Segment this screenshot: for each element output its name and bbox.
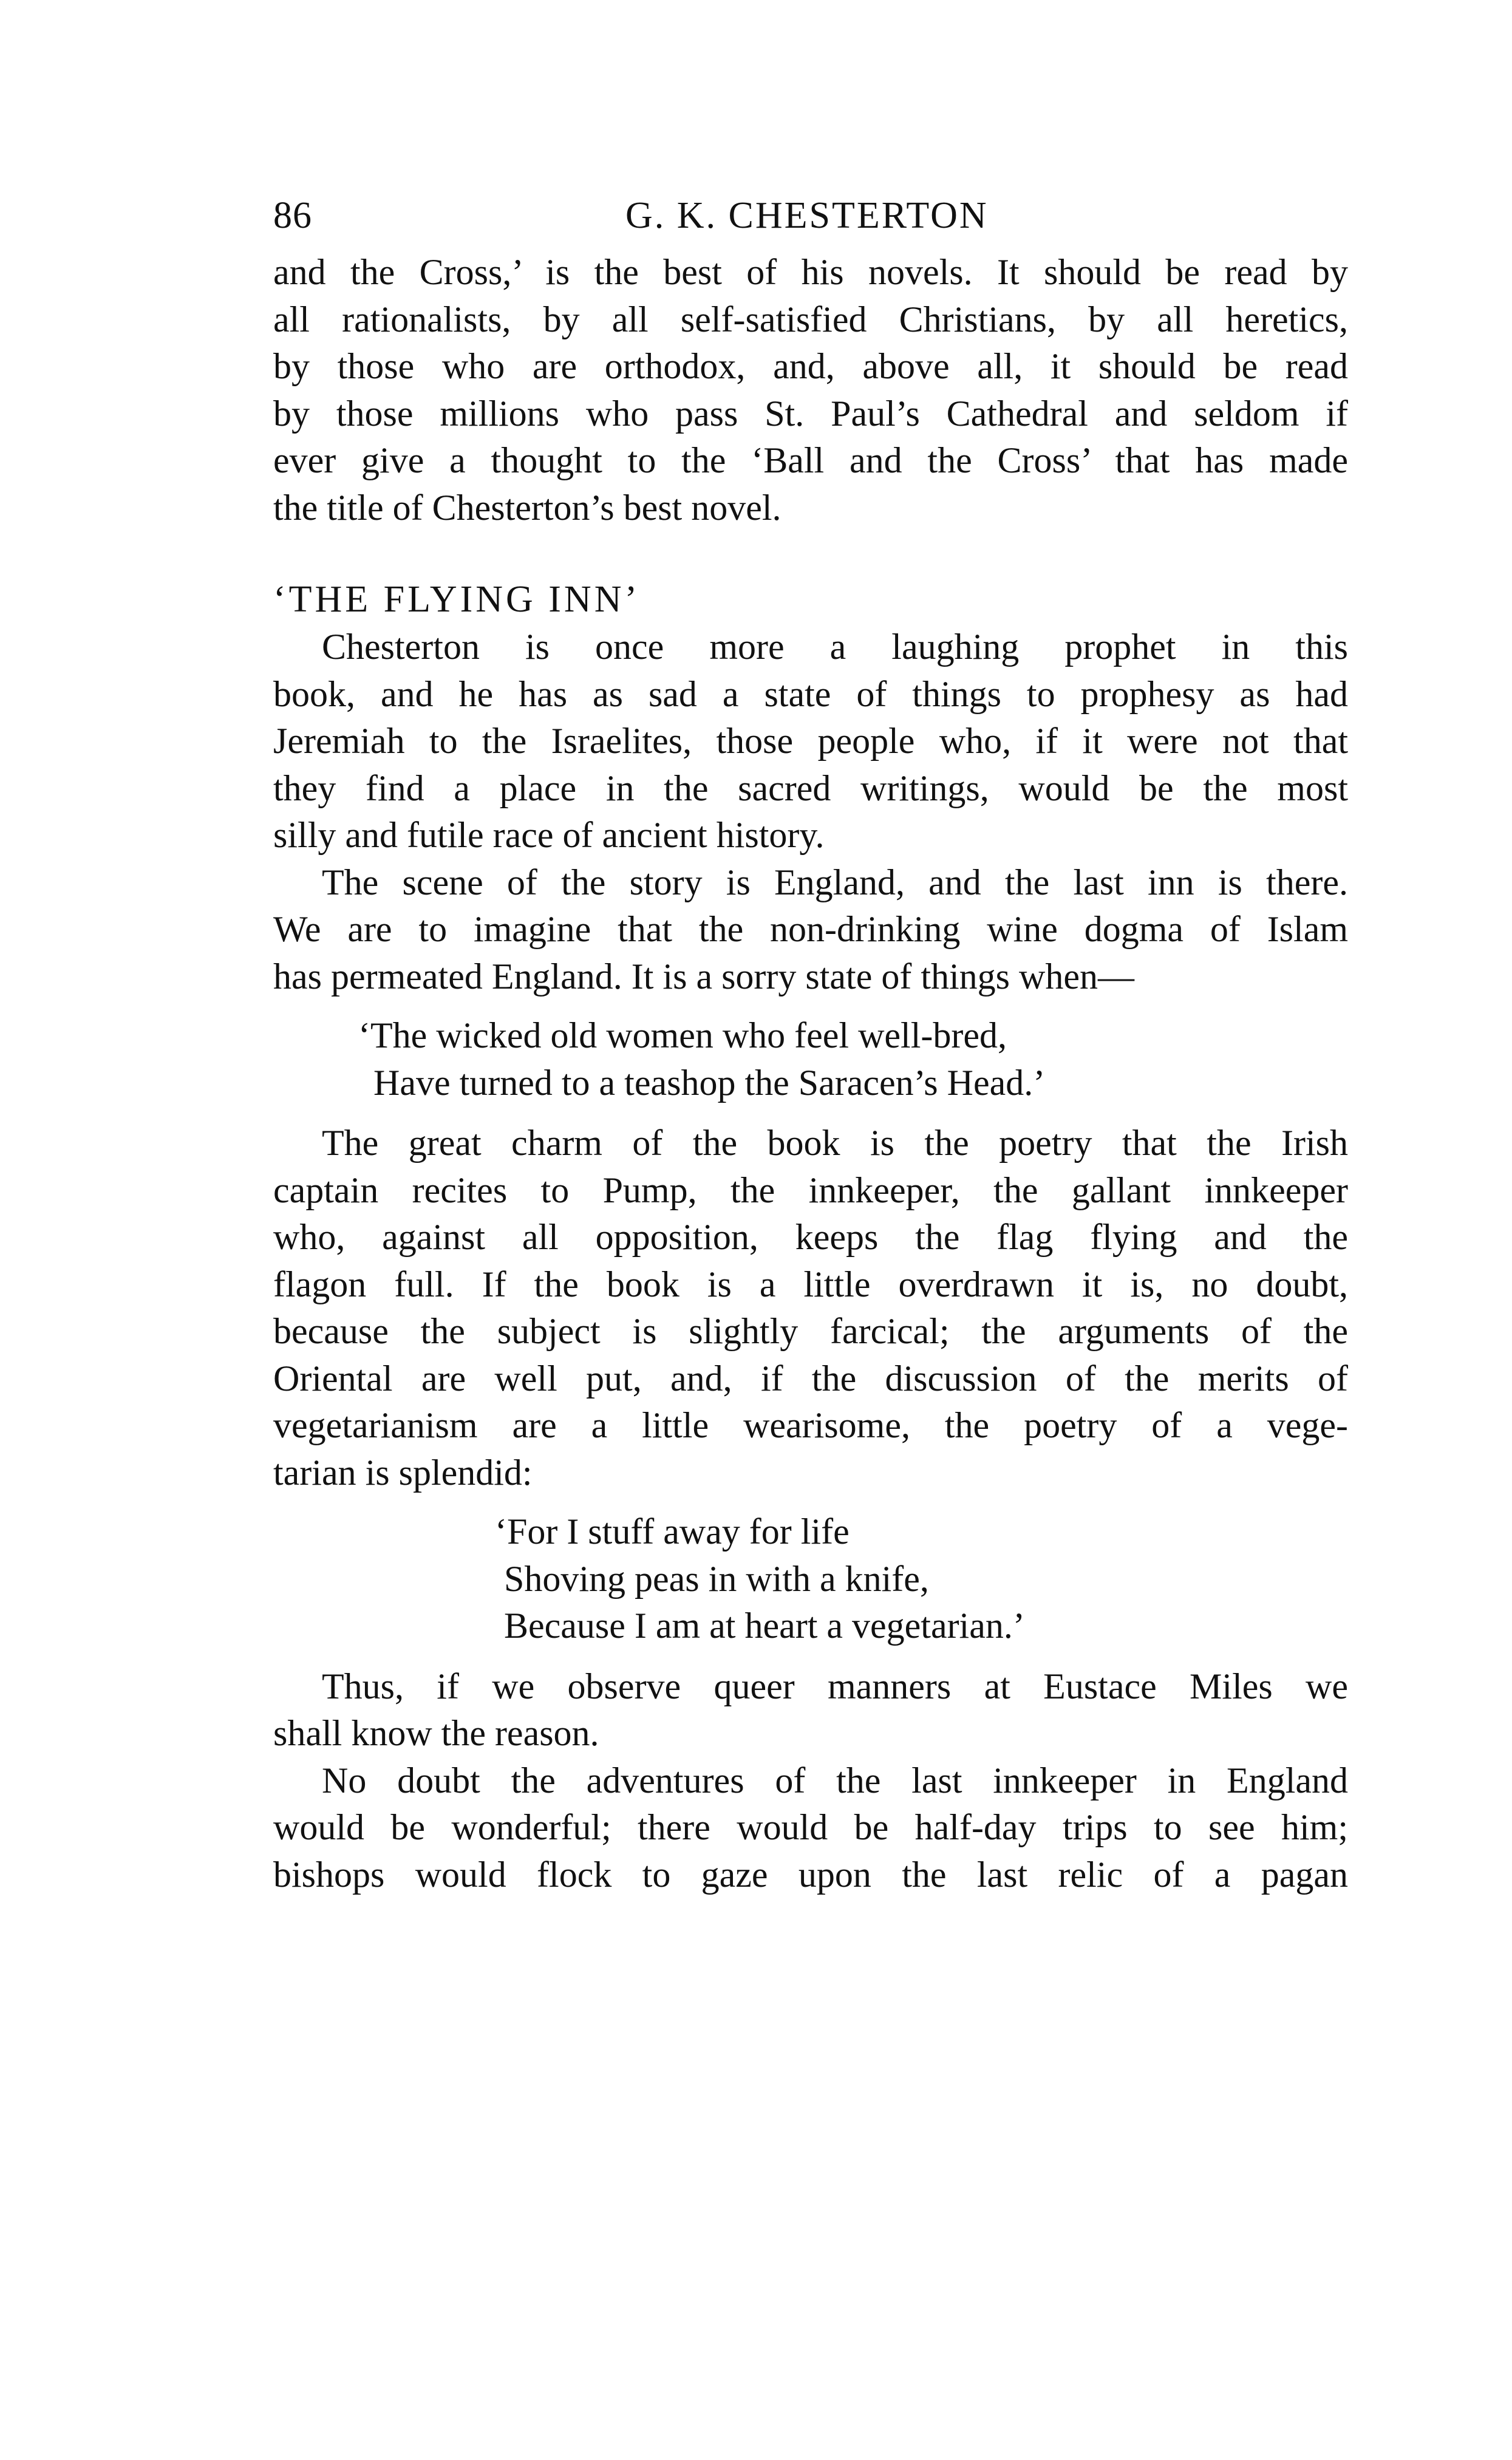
text-line: by those millions who pass St. Paul’s Cathedral and seldom if	[273, 393, 1348, 434]
text-line: because the subject is slightly farcical; the arguments of the	[273, 1311, 1348, 1351]
verse-line: ‘The wicked old women who feel well-bred,	[358, 1015, 1007, 1055]
text-line: The great charm of the book is the poetry that the Irish	[322, 1123, 1348, 1163]
paragraph-4	[273, 1120, 1348, 1496]
text-line: has permeated England. It is a sorry state of things when—	[273, 956, 1134, 997]
text-line: Oriental are well put, and, if the discussion of the merits of	[273, 1358, 1348, 1399]
text-line: Chesterton is once more a laughing prophet in this	[322, 627, 1348, 667]
verse-line: Have turned to a teashop the Saracen’s Head.’	[373, 1062, 1046, 1103]
text-line: the title of Chesterton’s best novel.	[273, 487, 782, 528]
verse-line: ‘For I stuff away for life	[495, 1511, 850, 1552]
text-line: vegetarianism are a little wearisome, the poetry of a vege-	[273, 1405, 1348, 1445]
running-head	[273, 188, 1348, 249]
text-line: flagon full. If the book is a little overdrawn it is, no doubt,	[273, 1264, 1348, 1304]
text-line: book, and he has as sad a state of things to prophesy as had	[273, 673, 1348, 714]
text-line: tarian is splendid:	[273, 1452, 533, 1493]
paragraph-5	[273, 1663, 1348, 1757]
paragraph-1	[273, 249, 1348, 531]
section-heading: ‘THE FLYING INN’	[273, 579, 641, 620]
text-line: captain recites to Pump, the innkeeper, the gallant innkeeper	[273, 1170, 1348, 1210]
paragraph-3	[273, 859, 1348, 1001]
text-line: who, against all opposition, keeps the flag flying and the	[273, 1217, 1348, 1257]
text-line: would be wonderful; there would be half-day trips to see him;	[273, 1807, 1348, 1847]
paragraph-2	[273, 624, 1348, 859]
page-number: 86	[273, 195, 312, 236]
text-line: they find a place in the sacred writings, would be the most	[273, 768, 1348, 808]
text-line: and the Cross,’ is the best of his novels. It should be read by	[273, 252, 1348, 292]
text-line: silly and futile race of ancient history.	[273, 815, 825, 855]
verse-quote-1	[273, 1012, 1348, 1106]
text-line: bishops would flock to gaze upon the last relic of a pagan	[273, 1854, 1348, 1895]
text-line: by those who are orthodox, and, above all, it should be read	[273, 346, 1348, 386]
text-line: ever give a thought to the ‘Ball and the Cross’ that has made	[273, 440, 1348, 480]
running-title: G. K. CHESTERTON	[625, 195, 989, 236]
verse-line: Shoving peas in with a knife,	[504, 1558, 929, 1599]
text-line: shall know the reason.	[273, 1713, 599, 1753]
text-line: No doubt the adventures of the last innkeeper in England	[322, 1760, 1348, 1801]
text-line: all rationalists, by all self-satisfied Christians, by all heretics,	[273, 299, 1348, 339]
paragraph-6	[273, 1757, 1348, 1899]
verse-line: Because I am at heart a vegetarian.’	[504, 1606, 1025, 1646]
book-page	[273, 188, 1348, 1898]
text-line: Thus, if we observe queer manners at Eustace Miles we	[322, 1666, 1348, 1706]
verse-quote-2	[273, 1508, 1348, 1650]
text-line: The scene of the story is England, and the last inn is there.	[322, 862, 1348, 902]
text-line: Jeremiah to the Israelites, those people who, if it were not that	[273, 721, 1348, 761]
text-line: We are to imagine that the non-drinking wine dogma of Islam	[273, 909, 1348, 949]
